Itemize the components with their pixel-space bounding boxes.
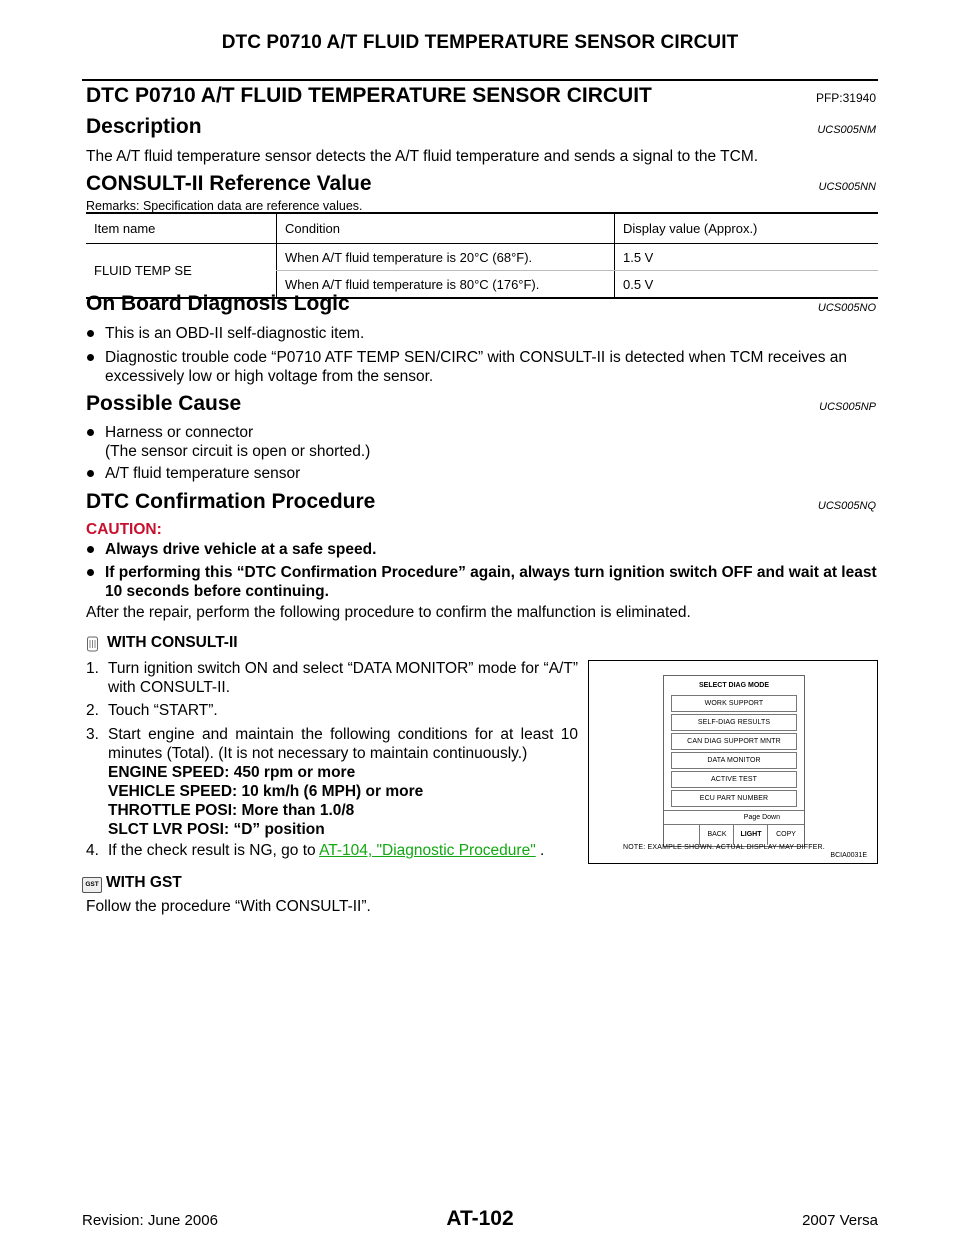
consult-screen-figure [588, 660, 878, 864]
list-item: 2. Touch “START”. [86, 702, 218, 719]
col-header-condition: Condition [277, 213, 615, 244]
menu-item-work-support: WORK SUPPORT [671, 695, 797, 712]
obd-logic-heading: On Board Diagnosis Logic [86, 292, 350, 315]
item-name-cell: FLUID TEMP SE [86, 244, 277, 299]
confirmation-code: UCS005NQ [817, 500, 876, 512]
condition-cell: When A/T fluid temperature is 80°C (176°F). [277, 271, 615, 299]
list-item: A/T fluid temperature sensor [86, 464, 878, 483]
page-down-label: Page Down [664, 810, 804, 825]
table-header-row [86, 213, 878, 244]
page-title: DTC P0710 A/T FLUID TEMPERATURE SENSOR CIRCUIT [86, 84, 652, 107]
obd-logic-code: UCS005NO [817, 302, 876, 314]
value-cell: 1.5 V [615, 244, 879, 271]
bullet-dot [87, 429, 94, 436]
consult-ref-code: UCS005NN [818, 181, 876, 193]
list-item: If performing this “DTC Confirmation Procedure” again, always turn ignition switch OFF and wait at least 10 seconds before continuing. [86, 563, 878, 601]
description-heading: Description [86, 115, 202, 138]
list-item: Diagnostic trouble code “P0710 ATF TEMP SEN/CIRC” with CONSULT-II is detected when TCM receives an excessively low or high voltage from the sensor. [86, 348, 878, 386]
consult-ref-remarks: Remarks: Specification data are reference values. [86, 199, 363, 213]
figure-note: NOTE: EXAMPLE SHOWN. ACTUAL DISPLAY MAY DIFFER. [623, 844, 825, 851]
bullet-dot [87, 470, 94, 477]
possible-cause-code: UCS005NP [819, 401, 876, 413]
consult-screen [663, 675, 805, 847]
description-code: UCS005NM [817, 124, 876, 136]
gst-icon: GST [82, 877, 102, 893]
back-button-label: BACK [699, 825, 734, 845]
bullet-dot [87, 354, 94, 361]
list-item: 3. Start engine and maintain the following conditions for at least 10 minutes (Total). (It is not necessary to maintain continuously.) ENGINE SPEED: 450 rpm or more VEHICLE SPEED: 10 km/h (6 MPH) or more THROTTLE POSI: More than 1.0/8 SLCT LVR POSI: “D” position [86, 726, 578, 838]
gst-text: Follow the procedure “With CONSULT-II”. [86, 898, 371, 915]
col-header-item: Item name [86, 213, 277, 244]
running-head: DTC P0710 A/T FLUID TEMPERATURE SENSOR CIRCUIT [221, 32, 739, 53]
bullet-dot [87, 546, 94, 553]
with-gst-label: WITH GST [106, 874, 182, 891]
figure-id: BCIA0031E [830, 852, 867, 859]
consult-ref-heading: CONSULT-II Reference Value [86, 172, 372, 195]
footer-model: 2007 Versa [802, 1212, 878, 1229]
copy-button-label: COPY [767, 825, 804, 845]
light-button-label: LIGHT [733, 825, 768, 845]
header-rule [82, 79, 878, 81]
bullet-dot [87, 330, 94, 337]
after-repair-text: After the repair, perform the following procedure to confirm the malfunction is eliminated. [86, 604, 691, 621]
condition-cell: When A/T fluid temperature is 20°C (68°F). [277, 244, 615, 271]
confirmation-heading: DTC Confirmation Procedure [86, 490, 376, 513]
footer-page-number: AT-102 [446, 1207, 514, 1230]
menu-item-data-monitor: DATA MONITOR [671, 752, 797, 769]
description-text: The A/T fluid temperature sensor detects the A/T fluid temperature and sends a signal to the TCM. [86, 148, 759, 165]
list-item: Harness or connector (The sensor circuit is open or shorted.) [86, 423, 878, 461]
list-item: 1. Turn ignition switch ON and select “DATA MONITOR” mode for “A/T” with CONSULT-II. [86, 660, 578, 696]
possible-cause-heading: Possible Cause [86, 392, 242, 415]
table-row [86, 244, 878, 271]
list-item: This is an OBD-II self-diagnostic item. [86, 324, 878, 343]
footer-revision: Revision: June 2006 [82, 1212, 218, 1229]
menu-item-can-diag-support: CAN DIAG SUPPORT MNTR [671, 733, 797, 750]
reference-value-table [86, 212, 878, 299]
menu-item-active-test: ACTIVE TEST [671, 771, 797, 788]
consult-tool-icon [86, 636, 99, 652]
value-cell: 0.5 V [615, 271, 879, 299]
with-consult-label: WITH CONSULT-II [107, 634, 238, 651]
pfp-code: PFP:31940 [815, 91, 876, 105]
screen-button-bar [664, 824, 804, 845]
menu-item-ecu-part-number: ECU PART NUMBER [671, 790, 797, 807]
caution-label: CAUTION: [86, 521, 162, 538]
diagnostic-procedure-link[interactable]: AT-104, "Diagnostic Procedure" [319, 842, 536, 859]
menu-item-self-diag-results: SELF-DIAG RESULTS [671, 714, 797, 731]
list-item: Always drive vehicle at a safe speed. [86, 540, 878, 559]
col-header-display-value: Display value (Approx.) [615, 213, 879, 244]
screen-title: SELECT DIAG MODE [698, 682, 769, 689]
bullet-dot [87, 569, 94, 576]
list-item: 4. If the check result is NG, go to AT-104, "Diagnostic Procedure" . [86, 842, 545, 859]
